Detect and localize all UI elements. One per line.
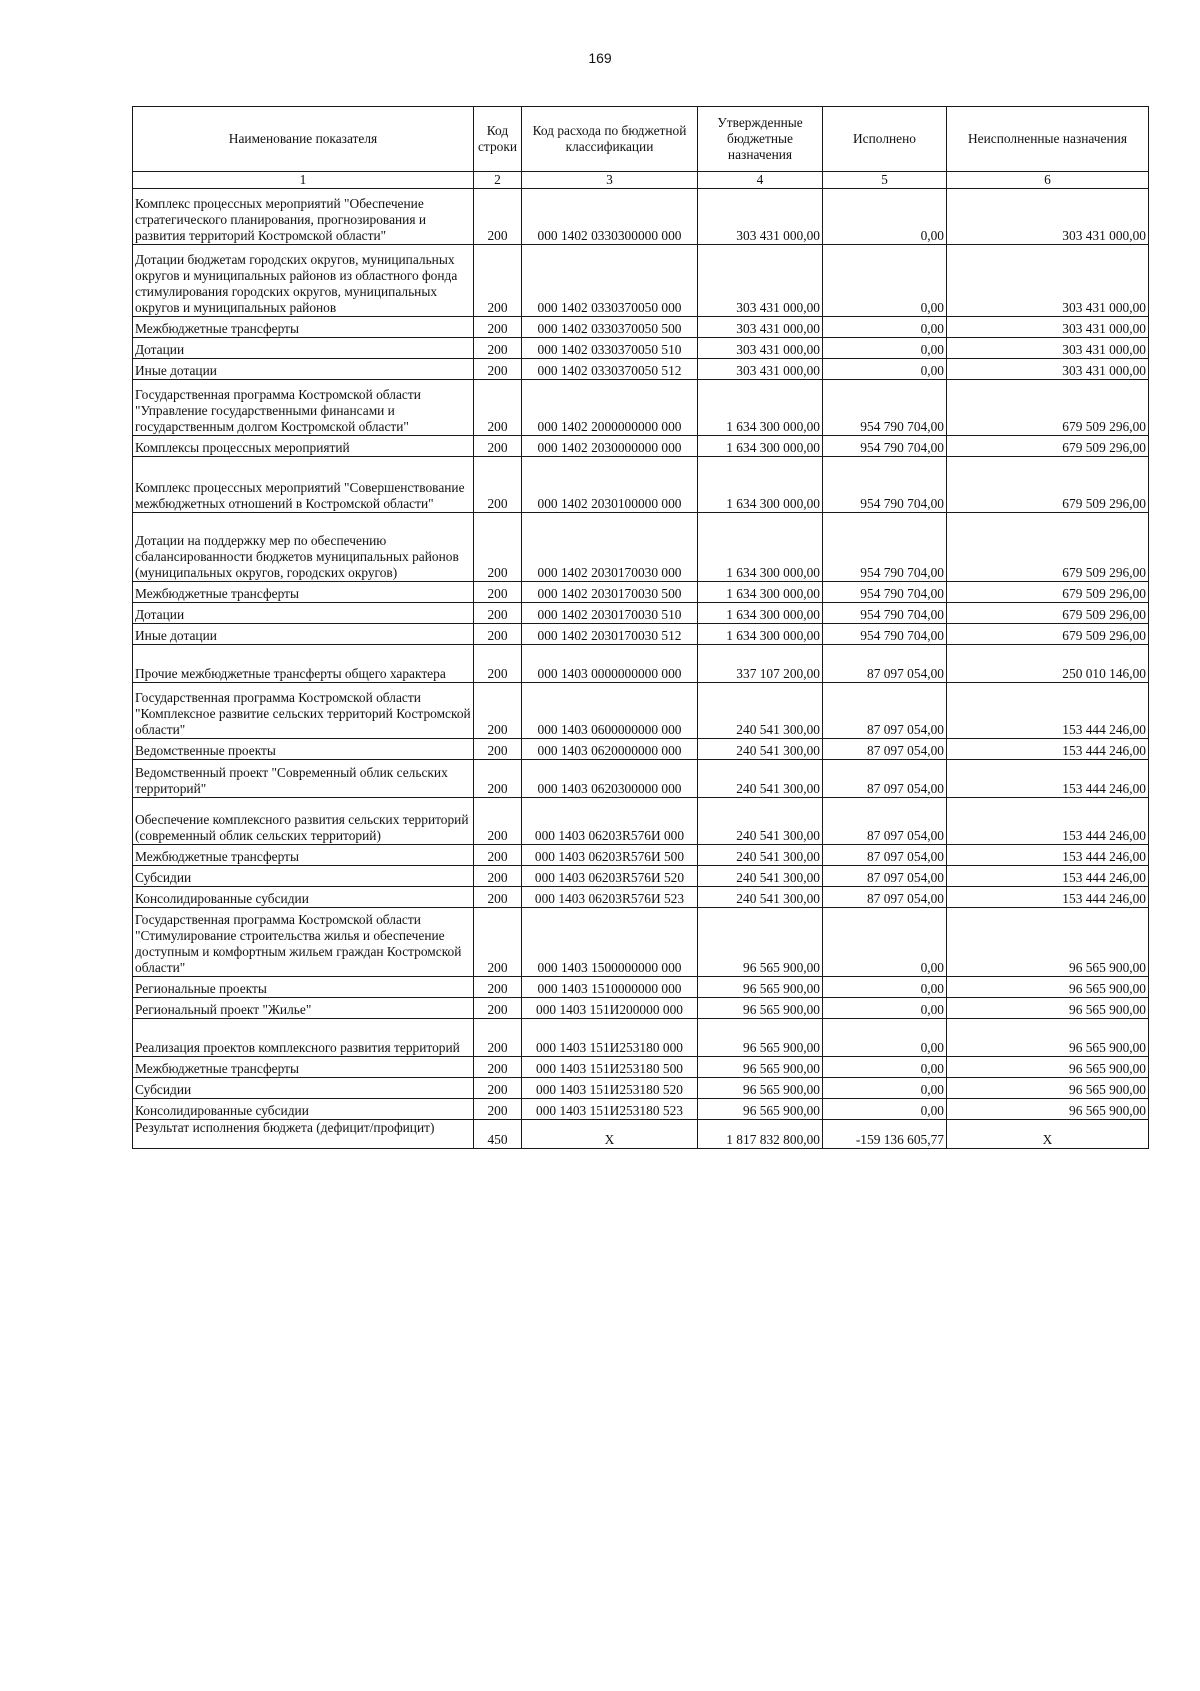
row-budget-code: 000 1402 2030170030 500 [522, 582, 698, 603]
row-approved: 240 541 300,00 [698, 866, 823, 887]
row-name: Государственная программа Костромской области "Стимулирование строительства жилья и обеспечение доступным и комфортным жильем граждан Костромской области" [133, 908, 474, 977]
row-line-code: 200 [474, 603, 522, 624]
row-name: Региональный проект "Жилье" [133, 998, 474, 1019]
row-name: Консолидированные субсидии [133, 887, 474, 908]
row-executed: 0,00 [823, 998, 947, 1019]
row-approved: 303 431 000,00 [698, 189, 823, 245]
table-row [133, 1019, 1149, 1057]
row-unexecuted: 96 565 900,00 [947, 1099, 1149, 1120]
table-row [133, 317, 1149, 338]
table-row [133, 908, 1149, 977]
row-budget-code: 000 1403 06203R576И 523 [522, 887, 698, 908]
table-row [133, 603, 1149, 624]
row-unexecuted: 96 565 900,00 [947, 998, 1149, 1019]
table-row [133, 359, 1149, 380]
table-row [133, 245, 1149, 317]
row-name: Межбюджетные трансферты [133, 582, 474, 603]
row-unexecuted: 153 444 246,00 [947, 887, 1149, 908]
row-executed: 87 097 054,00 [823, 866, 947, 887]
header-line-code: Код строки [474, 107, 522, 172]
row-executed: 87 097 054,00 [823, 760, 947, 798]
row-executed: 0,00 [823, 1099, 947, 1120]
table-row [133, 1099, 1149, 1120]
table-row [133, 513, 1149, 582]
row-unexecuted: 679 509 296,00 [947, 582, 1149, 603]
row-budget-code: 000 1403 0620000000 000 [522, 739, 698, 760]
row-approved: 96 565 900,00 [698, 1057, 823, 1078]
table-row [133, 582, 1149, 603]
header-name: Наименование показателя [133, 107, 474, 172]
row-line-code: 200 [474, 582, 522, 603]
table-row [133, 998, 1149, 1019]
row-line-code: 200 [474, 513, 522, 582]
table-body [133, 189, 1149, 1149]
column-number: 1 [133, 172, 474, 189]
table-row [133, 798, 1149, 845]
table-row [133, 624, 1149, 645]
page-number: 169 [588, 50, 612, 66]
table-row [133, 845, 1149, 866]
row-name: Государственная программа Костромской области "Комплексное развитие сельских территорий Костромской области" [133, 683, 474, 739]
row-line-code: 450 [474, 1120, 522, 1149]
column-number: 3 [522, 172, 698, 189]
table-row [133, 436, 1149, 457]
row-executed: 954 790 704,00 [823, 582, 947, 603]
row-unexecuted: 303 431 000,00 [947, 359, 1149, 380]
row-approved: 96 565 900,00 [698, 977, 823, 998]
row-approved: 303 431 000,00 [698, 245, 823, 317]
row-name: Региональные проекты [133, 977, 474, 998]
row-name: Прочие межбюджетные трансферты общего характера [133, 645, 474, 683]
row-budget-code: 000 1403 151И253180 500 [522, 1057, 698, 1078]
row-unexecuted: 679 509 296,00 [947, 436, 1149, 457]
row-name: Комплексы процессных мероприятий [133, 436, 474, 457]
row-executed: 954 790 704,00 [823, 603, 947, 624]
row-budget-code: 000 1402 0330370050 500 [522, 317, 698, 338]
row-name: Консолидированные субсидии [133, 1099, 474, 1120]
row-executed: 0,00 [823, 338, 947, 359]
row-budget-code: 000 1403 0000000000 000 [522, 645, 698, 683]
row-name: Межбюджетные трансферты [133, 845, 474, 866]
row-unexecuted: 96 565 900,00 [947, 1057, 1149, 1078]
table-row [133, 189, 1149, 245]
row-executed: 87 097 054,00 [823, 683, 947, 739]
table-row [133, 1057, 1149, 1078]
row-budget-code: X [522, 1120, 698, 1149]
row-name: Комплекс процессных мероприятий "Обеспечение стратегического планирования, прогнозирования и развития территорий Костромской области" [133, 189, 474, 245]
table-row [133, 645, 1149, 683]
column-number: 4 [698, 172, 823, 189]
row-unexecuted: 303 431 000,00 [947, 189, 1149, 245]
row-approved: 1 634 300 000,00 [698, 603, 823, 624]
header-budget-code: Код расхода по бюджетной классификации [522, 107, 698, 172]
row-budget-code: 000 1403 1500000000 000 [522, 908, 698, 977]
row-approved: 96 565 900,00 [698, 1078, 823, 1099]
table-row [133, 338, 1149, 359]
column-number-row [133, 172, 1149, 189]
row-approved: 96 565 900,00 [698, 1019, 823, 1057]
row-name: Обеспечение комплексного развития сельских территорий (современный облик сельских территорий) [133, 798, 474, 845]
row-approved: 96 565 900,00 [698, 1099, 823, 1120]
row-line-code: 200 [474, 739, 522, 760]
row-unexecuted: 96 565 900,00 [947, 977, 1149, 998]
row-budget-code: 000 1402 0330300000 000 [522, 189, 698, 245]
row-budget-code: 000 1402 0330370050 000 [522, 245, 698, 317]
row-budget-code: 000 1403 151И200000 000 [522, 998, 698, 1019]
table-row [133, 866, 1149, 887]
row-approved: 1 817 832 800,00 [698, 1120, 823, 1149]
row-name: Дотации [133, 338, 474, 359]
header-approved: Утвержденные бюджетные назначения [698, 107, 823, 172]
row-line-code: 200 [474, 317, 522, 338]
row-unexecuted: 96 565 900,00 [947, 908, 1149, 977]
table-row [133, 739, 1149, 760]
row-budget-code: 000 1402 2000000000 000 [522, 380, 698, 436]
row-name: Дотации на поддержку мер по обеспечению сбалансированности бюджетов муниципальных районов (муниципальных округов, городских округов) [133, 513, 474, 582]
row-budget-code: 000 1402 0330370050 510 [522, 338, 698, 359]
row-name: Субсидии [133, 866, 474, 887]
row-name: Государственная программа Костромской области "Управление государственными финансами и государственным долгом Костромской области" [133, 380, 474, 436]
budget-execution-table [132, 106, 1149, 1149]
row-line-code: 200 [474, 683, 522, 739]
row-executed: 87 097 054,00 [823, 739, 947, 760]
row-budget-code: 000 1402 2030000000 000 [522, 436, 698, 457]
row-unexecuted: 153 444 246,00 [947, 866, 1149, 887]
table-row [133, 977, 1149, 998]
row-unexecuted: 303 431 000,00 [947, 338, 1149, 359]
row-unexecuted: X [947, 1120, 1149, 1149]
row-approved: 240 541 300,00 [698, 739, 823, 760]
row-line-code: 200 [474, 866, 522, 887]
row-budget-code: 000 1403 151И253180 520 [522, 1078, 698, 1099]
row-name: Субсидии [133, 1078, 474, 1099]
table-row [133, 380, 1149, 436]
row-line-code: 200 [474, 1099, 522, 1120]
row-approved: 1 634 300 000,00 [698, 380, 823, 436]
row-unexecuted: 679 509 296,00 [947, 603, 1149, 624]
row-line-code: 200 [474, 624, 522, 645]
row-unexecuted: 153 444 246,00 [947, 760, 1149, 798]
row-unexecuted: 303 431 000,00 [947, 317, 1149, 338]
row-line-code: 200 [474, 977, 522, 998]
row-name: Реализация проектов комплексного развития территорий [133, 1019, 474, 1057]
row-budget-code: 000 1403 1510000000 000 [522, 977, 698, 998]
row-executed: 954 790 704,00 [823, 513, 947, 582]
row-executed: 0,00 [823, 908, 947, 977]
row-name: Дотации [133, 603, 474, 624]
table-row-result [133, 1120, 1149, 1149]
row-line-code: 200 [474, 1019, 522, 1057]
table-row [133, 457, 1149, 513]
row-unexecuted: 153 444 246,00 [947, 739, 1149, 760]
row-executed: 0,00 [823, 189, 947, 245]
column-number: 5 [823, 172, 947, 189]
row-line-code: 200 [474, 189, 522, 245]
row-approved: 337 107 200,00 [698, 645, 823, 683]
row-approved: 303 431 000,00 [698, 359, 823, 380]
table-row [133, 683, 1149, 739]
row-line-code: 200 [474, 1078, 522, 1099]
row-line-code: 200 [474, 380, 522, 436]
row-line-code: 200 [474, 436, 522, 457]
row-unexecuted: 303 431 000,00 [947, 245, 1149, 317]
row-approved: 1 634 300 000,00 [698, 436, 823, 457]
row-executed: 954 790 704,00 [823, 380, 947, 436]
row-unexecuted: 679 509 296,00 [947, 380, 1149, 436]
row-line-code: 200 [474, 1057, 522, 1078]
row-executed: 0,00 [823, 317, 947, 338]
row-budget-code: 000 1402 2030170030 000 [522, 513, 698, 582]
table-row [133, 887, 1149, 908]
row-name: Иные дотации [133, 359, 474, 380]
row-approved: 1 634 300 000,00 [698, 582, 823, 603]
row-budget-code: 000 1403 06203R576И 000 [522, 798, 698, 845]
table-row [133, 760, 1149, 798]
row-budget-code: 000 1403 0620300000 000 [522, 760, 698, 798]
row-line-code: 200 [474, 338, 522, 359]
row-line-code: 200 [474, 798, 522, 845]
row-unexecuted: 153 444 246,00 [947, 683, 1149, 739]
row-executed: 0,00 [823, 977, 947, 998]
row-budget-code: 000 1403 151И253180 000 [522, 1019, 698, 1057]
row-executed: 87 097 054,00 [823, 798, 947, 845]
row-line-code: 200 [474, 457, 522, 513]
row-unexecuted: 153 444 246,00 [947, 845, 1149, 866]
row-executed: 87 097 054,00 [823, 887, 947, 908]
row-line-code: 200 [474, 645, 522, 683]
row-unexecuted: 679 509 296,00 [947, 624, 1149, 645]
row-budget-code: 000 1403 151И253180 523 [522, 1099, 698, 1120]
row-approved: 1 634 300 000,00 [698, 624, 823, 645]
row-line-code: 200 [474, 887, 522, 908]
row-budget-code: 000 1403 06203R576И 520 [522, 866, 698, 887]
row-executed: 0,00 [823, 359, 947, 380]
row-approved: 1 634 300 000,00 [698, 457, 823, 513]
row-line-code: 200 [474, 908, 522, 977]
row-unexecuted: 250 010 146,00 [947, 645, 1149, 683]
row-unexecuted: 679 509 296,00 [947, 457, 1149, 513]
header-executed: Исполнено [823, 107, 947, 172]
row-approved: 240 541 300,00 [698, 683, 823, 739]
row-line-code: 200 [474, 245, 522, 317]
row-budget-code: 000 1402 2030100000 000 [522, 457, 698, 513]
row-name: Ведомственный проект "Современный облик сельских территорий" [133, 760, 474, 798]
row-budget-code: 000 1402 2030170030 510 [522, 603, 698, 624]
row-executed: 954 790 704,00 [823, 624, 947, 645]
row-budget-code: 000 1402 2030170030 512 [522, 624, 698, 645]
table-row [133, 1078, 1149, 1099]
row-budget-code: 000 1403 0600000000 000 [522, 683, 698, 739]
row-executed: 0,00 [823, 1057, 947, 1078]
row-executed: 954 790 704,00 [823, 436, 947, 457]
row-executed: 0,00 [823, 1078, 947, 1099]
row-approved: 303 431 000,00 [698, 338, 823, 359]
column-number: 2 [474, 172, 522, 189]
row-line-code: 200 [474, 359, 522, 380]
row-approved: 96 565 900,00 [698, 908, 823, 977]
row-executed: 87 097 054,00 [823, 845, 947, 866]
row-name: Комплекс процессных мероприятий "Совершенствование межбюджетных отношений в Костромской области" [133, 457, 474, 513]
row-executed: 0,00 [823, 245, 947, 317]
column-number: 6 [947, 172, 1149, 189]
row-budget-code: 000 1403 06203R576И 500 [522, 845, 698, 866]
row-executed: 0,00 [823, 1019, 947, 1057]
row-line-code: 200 [474, 998, 522, 1019]
row-name: Межбюджетные трансферты [133, 317, 474, 338]
row-approved: 303 431 000,00 [698, 317, 823, 338]
row-budget-code: 000 1402 0330370050 512 [522, 359, 698, 380]
row-name: Иные дотации [133, 624, 474, 645]
row-name: Результат исполнения бюджета (дефицит/профицит) [133, 1120, 474, 1149]
header-row [133, 107, 1149, 172]
row-unexecuted: 153 444 246,00 [947, 798, 1149, 845]
header-unexecuted: Неисполненные назначения [947, 107, 1149, 172]
row-name: Дотации бюджетам городских округов, муниципальных округов и муниципальных районов из областного фонда стимулирования городских округов, муниципальных округов и муниципальных районов [133, 245, 474, 317]
row-approved: 240 541 300,00 [698, 798, 823, 845]
row-name: Межбюджетные трансферты [133, 1057, 474, 1078]
row-approved: 240 541 300,00 [698, 760, 823, 798]
row-approved: 96 565 900,00 [698, 998, 823, 1019]
row-unexecuted: 96 565 900,00 [947, 1078, 1149, 1099]
row-unexecuted: 96 565 900,00 [947, 1019, 1149, 1057]
row-unexecuted: 679 509 296,00 [947, 513, 1149, 582]
row-approved: 240 541 300,00 [698, 845, 823, 866]
row-executed: 954 790 704,00 [823, 457, 947, 513]
row-approved: 1 634 300 000,00 [698, 513, 823, 582]
row-line-code: 200 [474, 845, 522, 866]
row-line-code: 200 [474, 760, 522, 798]
row-executed: 87 097 054,00 [823, 645, 947, 683]
row-name: Ведомственные проекты [133, 739, 474, 760]
row-approved: 240 541 300,00 [698, 887, 823, 908]
row-executed: -159 136 605,77 [823, 1120, 947, 1149]
